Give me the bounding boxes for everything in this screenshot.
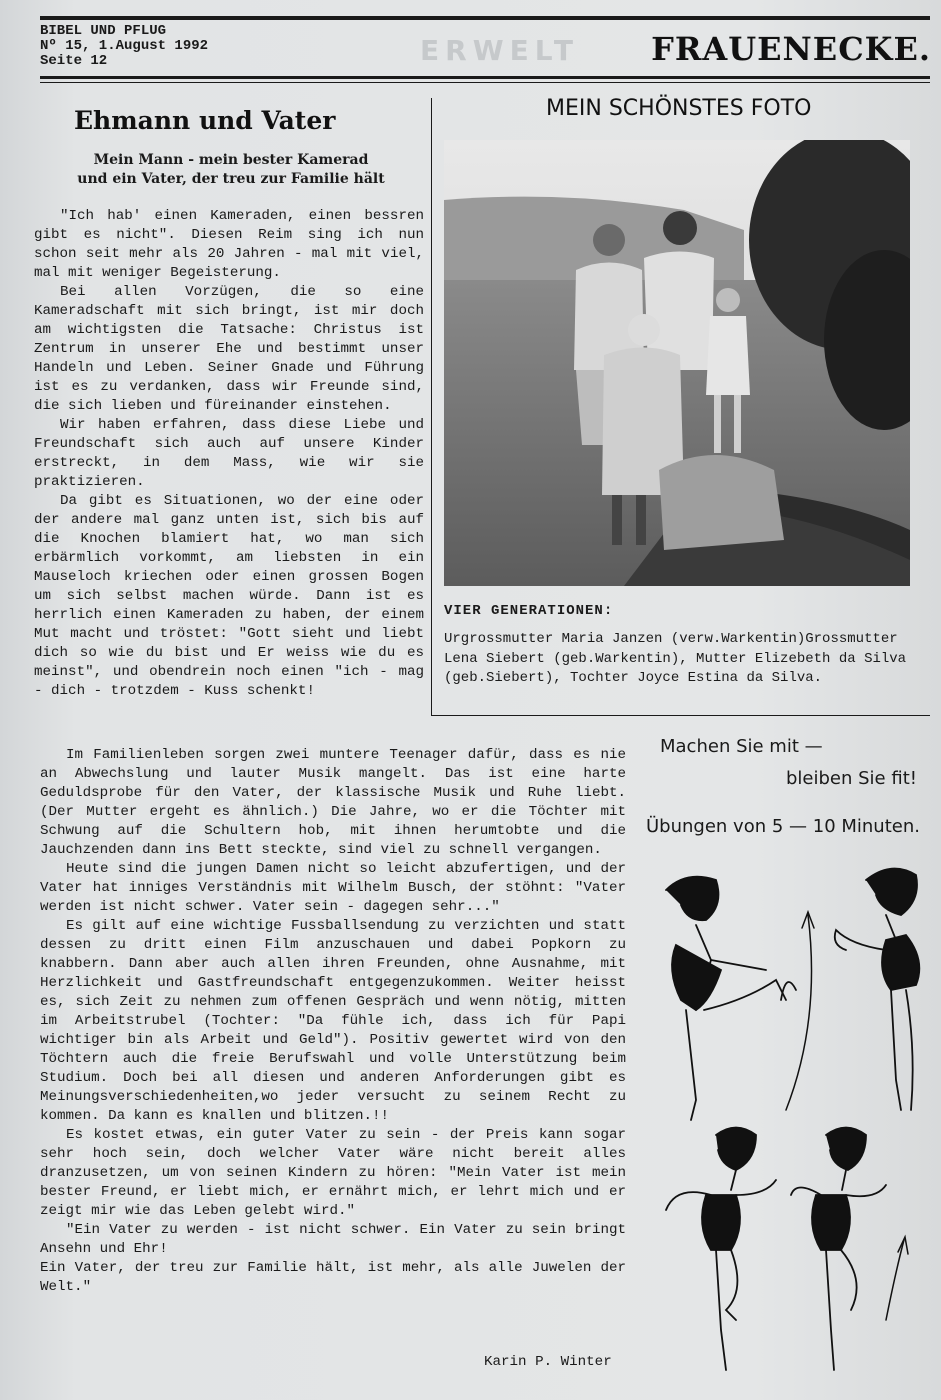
section-title: FRAUENECKE. [651,30,931,68]
photo-caption-heading: VIER GENERATIONEN: [444,603,614,619]
author-signature: Karin P. Winter [484,1354,612,1370]
exercise-illustration [636,850,936,1380]
bleed-through-text: ERWELT [420,34,580,67]
family-photo [444,140,910,586]
exercise-figure-march-1 [666,1128,776,1371]
photo-box-title: MEIN SCHÖNSTES FOTO [546,96,812,121]
column-divider [431,98,432,716]
publication-name: BIBEL UND PFLUG [40,23,167,39]
fitness-headline-1: Machen Sie mit — [660,736,823,757]
exercise-figure-march-2 [791,1128,886,1371]
fitness-duration: Übungen von 5 — 10 Minuten. [646,816,920,837]
exercise-figure-leg-hold [835,869,920,1110]
page-number: Seite 12 [40,53,108,69]
photo-box-bottom-rule [431,715,930,716]
subtitle-line-2: und ein Vater, der treu zur Familie hält [77,171,385,187]
header-rule-top [40,16,930,20]
article-column-bottom [40,746,626,1297]
paragraph: "Ich hab' einen Kameraden, einen bessren gibt es nicht". Diesen Reim sing ich nun schon seit mehr als 20 Jahren - mal mit viel, mal mit weniger Begeisterung. [34,208,424,281]
header-rule-bottom [40,76,930,79]
photo-caption: Urgrossmutter Maria Janzen (verw.Warkentin)Grossmutter Lena Siebert (geb.Warkentin), Mutter Elizebeth da Silva (geb.Siebert), Tochter Joyce Estina da Silva. [444,631,907,686]
paragraph: Bei allen Vorzügen, die so eine Kameradschaft mit sich bringt, ist mir doch am wichtigsten die Tatsache: Christus ist Zentrum in unserer Ehe und bestimmt unser Handeln und Leben. Seiner Gnade und Führung ist es zu verdanken, dass wir Freunde sind, die sich lieben und füreinander einstehen. [34,284,424,414]
paragraph: "Ein Vater zu werden - ist nicht schwer. Ein Vater zu sein bringt Ansehn und Ehr! [40,1222,626,1257]
paragraph: Da gibt es Situationen, wo der eine oder der andere mal ganz unten ist, sich bis auf die Knochen blamiert hat, wo man sich erbärmlich vorkommt, am liebsten in ein Mauseloch kriechen oder einen grossen Bogen um sich selbst machen würde. Dann ist es herrlich einen Kameraden zu haben, der einem Mut macht und tröstet: "Gott sieht und liebt dich so wie du bist und Er weiss wie du es meinst", und obendrein noch einen "ich - mag - dich - trotzdem - Kuss schenkt! [34,493,424,699]
article-column-left [34,207,424,701]
header-rule-thin [40,82,930,83]
paragraph: Wir haben erfahren, dass diese Liebe und Freundschaft sich auch auf unsere Kinder erstreckt, in dem Mass, wie wir sie praktizieren. [34,417,424,490]
article-subtitle [36,151,426,189]
paragraph: Es kostet etwas, ein guter Vater zu sein - der Preis kann sogar sehr hoch sein, doch welcher Vater wäre nicht bereit alles dranzusetzen, um von seinen Kindern zu hören: "Mein Vater ist mein bester Freund, er liebt mich, er ernährt mich, er lehrt mich und er zeigt mir wie das Leben gelebt wird." [40,1127,626,1219]
fitness-headline-2: bleiben Sie fit! [786,768,917,789]
paragraph: Es gilt auf eine wichtige Fussballsendung zu verzichten und statt dessen zu dritt einen Film anzuschauen und dabei Popkorn zu knabbern. Dann aber auch allen ihren Freunden, ohne Ausnahme, mit Herzlichkeit und Gastfreundschaft entgegenzukommen. Weiter heisst es, sich Zeit zu nehmen zum offenen Gespräch und wenn nötig, mitten im Arbeitstrubel (Tochter: "Da fühle ich, dass ich für Papi wichtiger bin als Arbeit und Geld"). Positiv gewertet wird von den Töchtern auch die freie Berufswahl und volle Unterstützung beim Studium. Doch bei all diesen und anderen Anforderungen gibt es Meinungsverschiedenheiten,wo jeder versucht zu seinem Recht zu kommen. Da kann es knallen und blitzen.!! [40,918,626,1124]
closing-line: Ein Vater, der treu zur Familie hält, ist mehr, als alle Juwelen der Welt." [40,1260,626,1295]
issue-info [40,24,208,69]
subtitle-line-1: Mein Mann - mein bester Kamerad [93,152,369,168]
paragraph: Im Familienleben sorgen zwei muntere Teenager dafür, dass es nie an Abwechslung und lauter Musik mangelt. Das ist eine harte Geduldsprobe für den Vater, der klassische Musik und Ruhe liebt. (Der Mutter ergeht es ähnlich.) Die Jahre, wo er die Töchter mit Schwung auf die Schultern hob, mit ihnen herumtobte und die Jauchzenden dann ins Bett steckte, sind viel zu schnell vergangen. [40,747,626,858]
paragraph: Heute sind die jungen Damen nicht so leicht abzufertigen, und der Vater hat inniges Verständnis mit Wilhelm Busch, der stöhnt: "Vater werden ist nicht schwer. Vater sein - dagegen sehr..." [40,861,626,915]
exercise-figure-knee-raise [666,877,796,1120]
article-title: Ehmann und Vater [74,106,336,135]
issue-number-date: Nº 15, 1.August 1992 [40,38,209,54]
